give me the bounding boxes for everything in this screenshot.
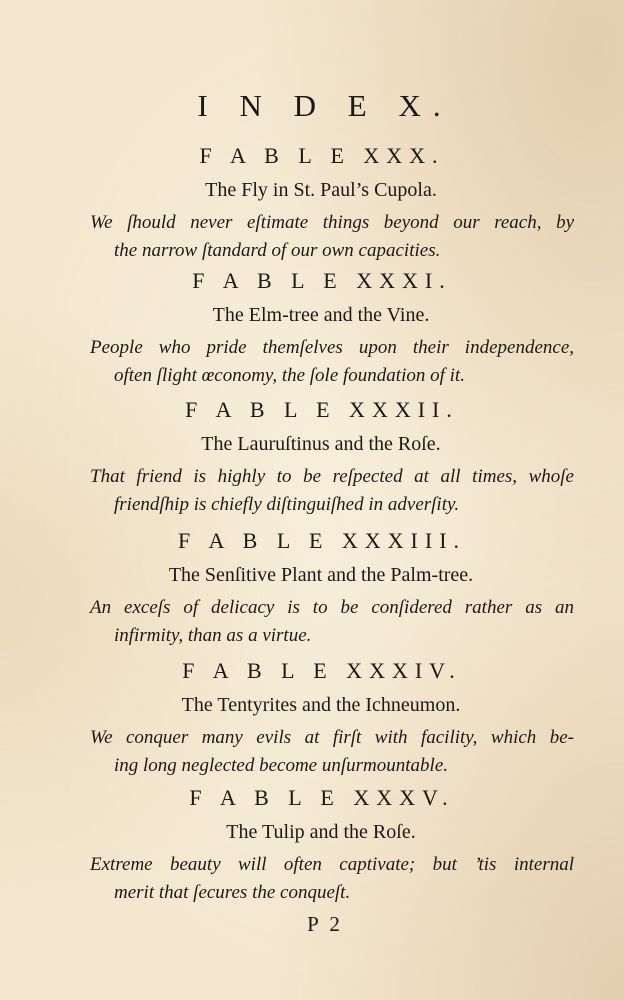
moral-line: We conquer many evils at firſt with facility, which be- [90, 727, 574, 748]
moral-line: infirmity, than as a virtue. [114, 625, 312, 646]
fable-number: F A B L E XXX. [199, 143, 445, 168]
moral-line: merit that ſecures the conqueſt. [114, 882, 351, 903]
moral-line: We ſhould never eſtimate things beyond our reach, by [90, 212, 574, 233]
page-title: I N D E X. [197, 88, 453, 123]
fable-number: F A B L E XXXV. [189, 785, 455, 810]
moral-line: the narrow ſtandard of our own capacities. [114, 240, 441, 261]
moral-line: That friend is highly to be reſpected at all times, whoſe [90, 466, 574, 487]
fable-title: The Elm-tree and the Vine. [212, 304, 430, 326]
fable-title: The Tulip and the Roſe. [226, 821, 416, 843]
fable-entry-34 [0, 658, 624, 780]
fable-moral [0, 724, 624, 780]
fable-title: The Tentyrites and the Ichneumon. [181, 694, 461, 716]
fable-entry-35 [0, 785, 624, 907]
fable-number: F A B L E XXXIV. [182, 658, 462, 683]
moral-line: People who pride themſelves upon their independence, [90, 337, 574, 358]
moral-line: often ſlight œconomy, the ſole foundation of it. [114, 365, 465, 386]
fable-title: The Lauruſtinus and the Roſe. [201, 433, 441, 455]
fable-number: F A B L E XXXIII. [177, 528, 467, 553]
moral-line: Extreme beauty will often captivate; but ’tis internal [90, 854, 574, 875]
moral-line: ing long neglected become unſurmountable. [114, 755, 449, 776]
fable-number: F A B L E XXXI. [192, 268, 452, 293]
moral-line: friendſhip is chiefly diſtinguiſhed in adverſity. [114, 494, 460, 515]
fable-entry-32 [0, 397, 624, 519]
fable-title: The Senſitive Plant and the Palm-tree. [168, 564, 474, 586]
fable-title: The Fly in St. Paul’s Cupola. [205, 179, 437, 201]
fable-entry-33 [0, 528, 624, 650]
fable-moral [0, 209, 624, 265]
moral-line: An exceſs of delicacy is to be conſidered rather as an [90, 597, 574, 618]
page-signature: P 2 [307, 912, 343, 936]
fable-entry-31 [0, 268, 624, 390]
fable-moral [0, 594, 624, 650]
fable-moral [0, 851, 624, 907]
fable-moral [0, 463, 624, 519]
fable-number: F A B L E XXXII. [185, 397, 459, 422]
fable-entry-30 [0, 143, 624, 265]
fable-moral [0, 334, 624, 390]
